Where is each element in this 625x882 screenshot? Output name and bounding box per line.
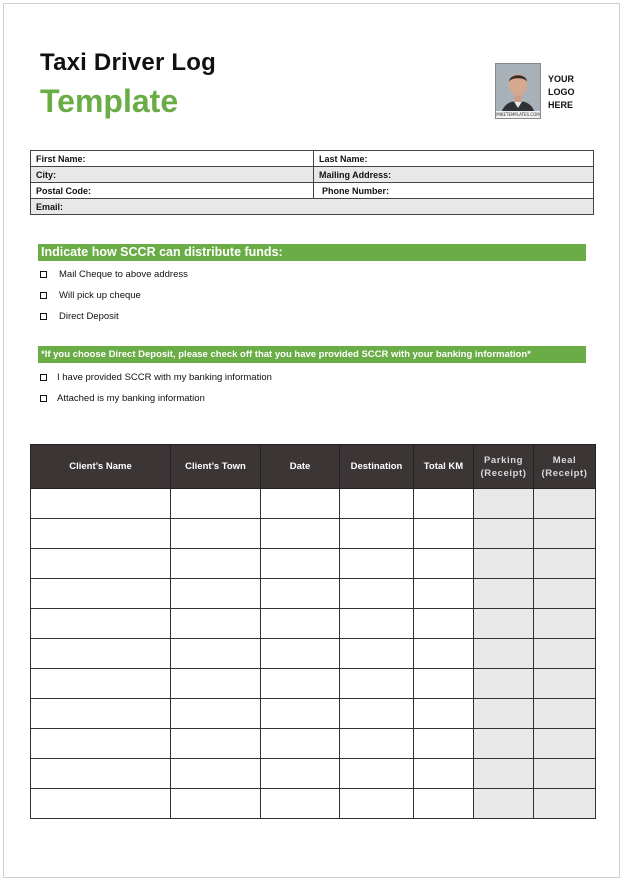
table-cell[interactable] [31,609,171,639]
column-header-destination: Destination [340,445,414,489]
checkbox-icon[interactable] [40,374,47,381]
table-cell[interactable] [534,489,596,519]
column-header-client-name: Client’s Name [31,445,171,489]
table-cell[interactable] [171,609,261,639]
table-cell[interactable] [31,549,171,579]
deposit-option-attached[interactable] [40,393,205,404]
column-header-date: Date [261,445,340,489]
table-cell[interactable] [261,579,340,609]
deposit-option-label: I have provided SCCR with my banking information [57,372,272,383]
table-cell[interactable] [474,699,534,729]
table-cell[interactable] [261,669,340,699]
table-cell[interactable] [261,549,340,579]
table-cell[interactable] [340,699,414,729]
logo-photo-caption: MIKETEMPLATES.COM [496,112,540,117]
table-cell[interactable] [31,519,171,549]
logo-placeholder-text [548,73,588,112]
table-cell[interactable] [414,609,474,639]
table-cell[interactable] [171,639,261,669]
table-cell[interactable] [534,639,596,669]
table-cell[interactable] [261,609,340,639]
table-cell[interactable] [31,669,171,699]
table-cell[interactable] [534,549,596,579]
table-cell[interactable] [261,519,340,549]
table-cell[interactable] [340,669,414,699]
table-row [31,699,596,729]
table-cell[interactable] [414,759,474,789]
funds-option-label: Will pick up cheque [59,290,141,301]
table-cell[interactable] [414,729,474,759]
table-cell[interactable] [171,699,261,729]
table-cell[interactable] [171,549,261,579]
column-header-meal [534,445,596,489]
column-header-total-km: Total KM [414,445,474,489]
table-cell[interactable] [31,699,171,729]
table-cell[interactable] [414,579,474,609]
phone-number-field[interactable]: Phone Number: [314,183,594,199]
logo-photo [495,63,541,119]
table-cell[interactable] [340,639,414,669]
city-field[interactable]: City: [31,167,314,183]
table-header-row [31,445,596,489]
logo-text-line-2: LOGO [548,87,575,97]
mailing-address-field[interactable]: Mailing Address: [314,167,594,183]
funds-option-label: Mail Cheque to above address [59,269,188,280]
contact-info-grid [30,150,594,215]
table-cell[interactable] [414,519,474,549]
table-cell[interactable] [534,669,596,699]
table-cell[interactable] [534,699,596,729]
checkbox-icon[interactable] [40,271,47,278]
table-cell[interactable] [474,609,534,639]
table-cell[interactable] [414,789,474,819]
table-cell[interactable] [340,609,414,639]
table-cell[interactable] [340,789,414,819]
table-cell[interactable] [534,729,596,759]
table-cell[interactable] [534,579,596,609]
table-row [31,729,596,759]
table-cell[interactable] [340,759,414,789]
logo-text-line-1: YOUR [548,74,575,84]
table-cell[interactable] [261,729,340,759]
table-cell[interactable] [261,789,340,819]
table-cell[interactable] [171,729,261,759]
table-cell[interactable] [414,699,474,729]
table-cell[interactable] [474,519,534,549]
table-cell[interactable] [261,639,340,669]
table-cell[interactable] [534,789,596,819]
column-header-parking [474,445,534,489]
table-cell[interactable] [340,489,414,519]
table-cell[interactable] [474,669,534,699]
column-header-meal-line-1: Meal [552,454,577,466]
table-cell[interactable] [414,549,474,579]
table-row [31,489,596,519]
email-field[interactable]: Email: [31,199,594,215]
deposit-option-provided[interactable] [40,372,272,383]
table-row [31,579,596,609]
table-cell[interactable] [31,579,171,609]
table-cell[interactable] [474,489,534,519]
table-cell[interactable] [474,759,534,789]
table-cell[interactable] [474,549,534,579]
table-cell[interactable] [340,729,414,759]
table-cell[interactable] [474,729,534,759]
table-cell[interactable] [474,639,534,669]
checkbox-icon[interactable] [40,292,47,299]
table-row [31,549,596,579]
person-photo-icon [496,64,540,118]
direct-deposit-notice: *If you choose Direct Deposit, please check off that you have provided SCCR with your banking information* [38,346,586,363]
logo-text-line-3: HERE [548,100,574,110]
table-cell[interactable] [474,579,534,609]
table-cell[interactable] [171,579,261,609]
trip-log-table [30,444,596,819]
funds-heading: Indicate how SCCR can distribute funds: [38,244,586,261]
table-cell[interactable] [261,699,340,729]
deposit-option-label: Attached is my banking information [57,393,205,404]
funds-option-direct-deposit[interactable] [40,311,119,322]
funds-option-mail-cheque[interactable] [40,269,188,280]
table-cell[interactable] [171,789,261,819]
table-cell[interactable] [31,639,171,669]
table-cell[interactable] [534,519,596,549]
table-cell[interactable] [340,549,414,579]
table-cell[interactable] [340,579,414,609]
last-name-field[interactable]: Last Name: [314,151,594,167]
table-cell[interactable] [261,489,340,519]
column-header-parking-line-1: Parking [483,454,524,466]
table-cell[interactable] [414,639,474,669]
postal-code-field[interactable]: Postal Code: [31,183,314,199]
table-cell[interactable] [171,519,261,549]
table-row [31,759,596,789]
table-cell[interactable] [534,609,596,639]
table-row [31,789,596,819]
table-row [31,609,596,639]
table-cell[interactable] [31,489,171,519]
checkbox-icon[interactable] [40,395,47,402]
column-header-parking-line-2: (Receipt) [480,467,527,479]
table-cell[interactable] [414,489,474,519]
column-header-client-town: Client’s Town [171,445,261,489]
first-name-field[interactable]: First Name: [31,151,314,167]
table-cell[interactable] [171,489,261,519]
table-cell[interactable] [534,759,596,789]
title-line-1: Taxi Driver Log [40,49,216,76]
table-cell[interactable] [414,669,474,699]
table-cell[interactable] [340,519,414,549]
table-cell[interactable] [31,789,171,819]
table-cell[interactable] [261,759,340,789]
checkbox-icon[interactable] [40,313,47,320]
table-cell[interactable] [31,729,171,759]
title-line-2: Template [40,83,179,119]
table-cell[interactable] [31,759,171,789]
table-body [31,489,596,819]
table-row [31,519,596,549]
funds-option-pick-up[interactable] [40,290,141,301]
table-cell[interactable] [171,669,261,699]
funds-option-label: Direct Deposit [59,311,119,322]
table-row [31,669,596,699]
table-cell[interactable] [474,789,534,819]
table-cell[interactable] [171,759,261,789]
column-header-meal-line-2: (Receipt) [541,467,588,479]
table-row [31,639,596,669]
